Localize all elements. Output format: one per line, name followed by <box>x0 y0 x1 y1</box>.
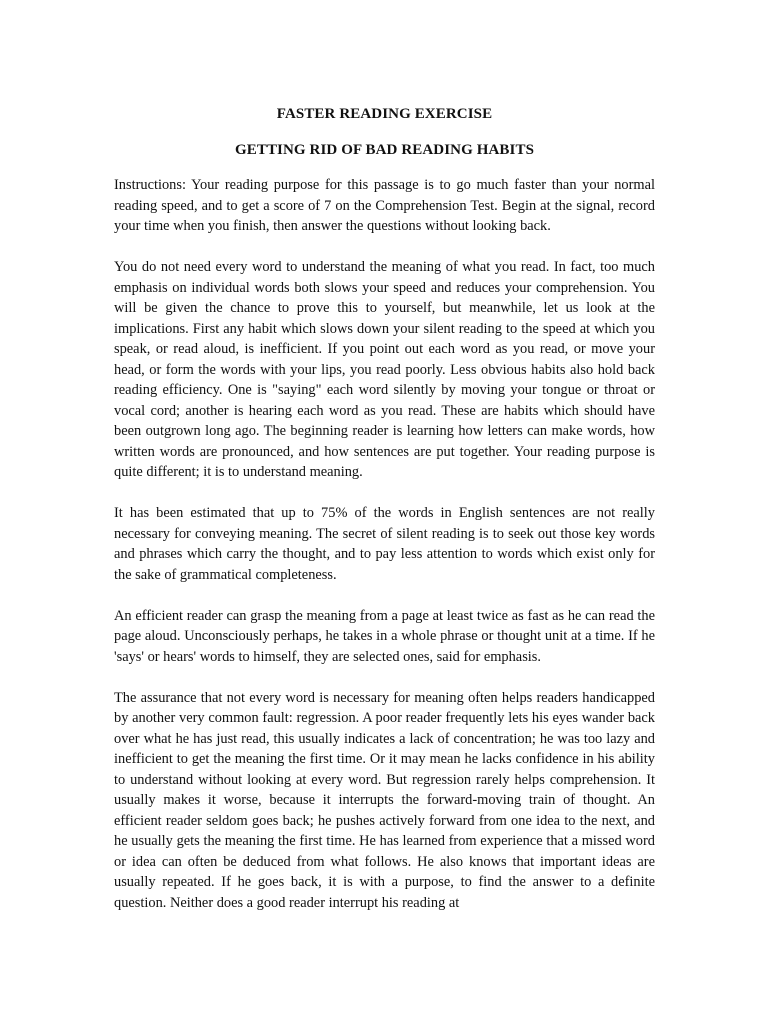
paragraph-instructions: Instructions: Your reading purpose for this passage is to go much faster than your normal reading speed, and to get a score of 7 on the Comprehension Test. Begin at the signal, record your time when you finish, then answer the questions without looking back. <box>114 177 655 234</box>
paragraph-body: It has been estimated that up to 75% of the words in English sentences are not really necessary for conveying meaning. The secret of silent reading is to seek out those key words and phrases which carry the thought, and to pay less attention to words which exist only for the sake of grammatical completeness. <box>114 505 655 583</box>
paragraph-body: An efficient reader can grasp the meaning from a page at least twice as fast as he can read the page aloud. Unconsciously perhaps, he takes in a whole phrase or thought unit at a time. If he 'says' or hears' words to himself, they are selected ones, said for emphasis. <box>114 607 655 665</box>
paragraph-body: The assurance that not every word is necessary for meaning often helps readers handicapped by another very common fault: regression. A poor reader frequently lets his eyes wander back over what he has just read, this usually indicates a lack of concentration; he was too lazy and inefficient to get the meaning the first time. Or it may mean he lacks confidence in his ability to understand without looking at every word. But regression rarely helps comprehension. It usually makes it worse, because it interrupts the forward-moving train of thought. An efficient reader seldom goes back; he pushes actively forward from one idea to the next, and he usually gets the meaning the first time. He has learned from experience that a missed word or idea can often be deduced from what follows. He also knows that important ideas are usually repeated. If he goes back, it is with a purpose, to find the answer to a definite question. Neither does a good reader interrupt his reading at <box>114 689 655 911</box>
document-body <box>114 104 655 934</box>
paragraph-body: You do not need every word to understand the meaning of what you read. In fact, too much emphasis on individual words both slows your speed and reduces your comprehension. You will be given the chance to prove this to yourself, but meanwhile, let us look at the implications. First any habit which slows down your silent reading to the speed at which you speak, or read aloud, is inefficient. If you point out each word as you read, or move your head, or form the words with your lips, you read poorly. Less obvious habits also hold back reading efficiency. One is "saying" each word silently by moving your tongue or throat or vocal cord; another is hearing each word as you read. These are habits which should have been outgrown long ago. The beginning reader is learning how letters can make words, how written words are pronounced, and how sentences are put together. Your reading purpose is quite different; it is to understand meaning. <box>114 259 655 480</box>
document-title: FASTER READING EXERCISE <box>276 106 493 122</box>
document-subtitle: GETTING RID OF BAD READING HABITS <box>234 142 535 158</box>
